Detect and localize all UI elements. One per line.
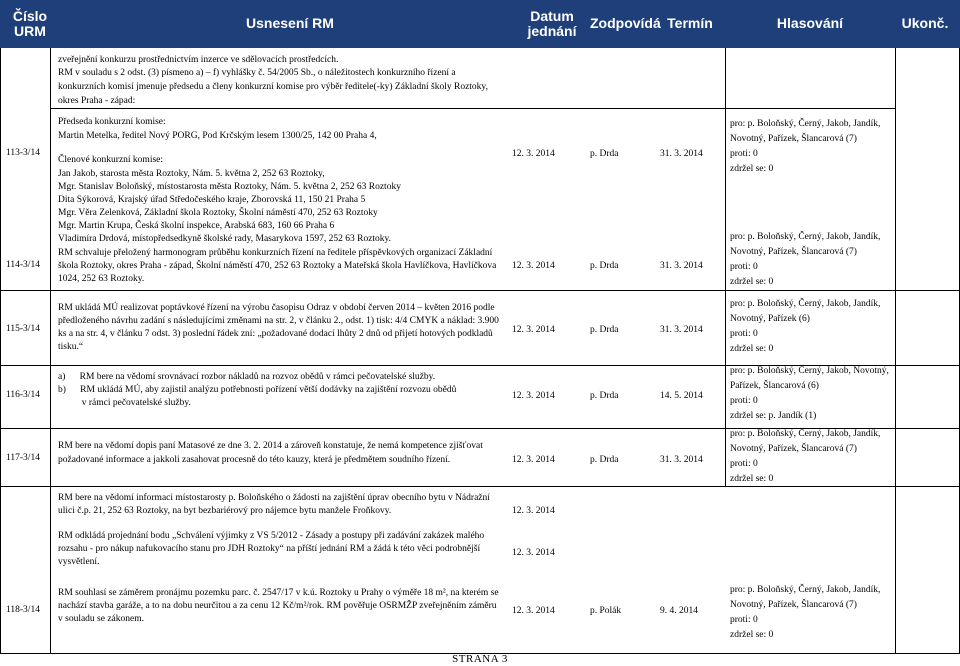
text-line: RM bere na vědomí dopis paní Matasové ze dne 3. 2. 2014 a zároveň konstatuje, že nemá kompetence zjišťovat: [58, 441, 483, 451]
text-line: ks a na str. 4, v článku 7 odst. 3) poslední řádek zní: „požadované dodací lhůty 2 dnů od přijetí hotových podkladů: [58, 329, 493, 339]
row-divider: [50, 108, 895, 109]
resolution-number: 115-3/14: [6, 324, 40, 334]
vote-line: Novotný, Pařízek, Šlancarová (7): [730, 600, 857, 610]
hlasovani: [730, 117, 880, 177]
vote-line: pro: p. Boloňský, Černý, Jakob, Jandík,: [730, 119, 881, 129]
text-line: a) RM bere na vědomí srovnávací rozbor nákladů na rozvoz obědů v rámci pečovatelské služby.: [58, 372, 436, 382]
col-divider: [50, 48, 51, 653]
text-line: nachází stavba garáže, a to na dobu neurčitou a za cenu 12 Kč/m²/rok. RM pověřuje OSRMŽP zveřejněním záměru: [58, 601, 497, 611]
resolution-number: 113-3/14: [6, 148, 40, 158]
vote-line: zdržel se: 0: [730, 474, 774, 484]
text-line: v rámci pečovatelské služby.: [58, 398, 191, 408]
vote-line: Novotný, Pařízek, Šlancarová (7): [730, 444, 857, 454]
text-line: Mgr. Věra Zelenková, Základní škola Roztoky, Školní náměstí 470, 252 63 Roztoky: [58, 208, 378, 218]
zodpovida: p. Polák: [590, 606, 622, 616]
text-line: vysvětlení.: [58, 557, 100, 567]
header-cislo: Číslo URM: [12, 8, 48, 39]
vote-line: proti: 0: [730, 149, 758, 159]
text-line: 1024, 252 63 Roztoky.: [58, 274, 145, 284]
datum-jednani: 12. 3. 2014: [512, 548, 555, 558]
text-line: Členové konkurzní komise:: [58, 155, 164, 165]
resolution-number: 116-3/14: [6, 390, 40, 400]
text-line: tisku.“: [58, 342, 84, 352]
hlasovani: [730, 230, 880, 290]
vote-line: pro: p. Boloňský, Černý, Jakob, Jandík,: [730, 232, 881, 242]
vote-line: proti: 0: [730, 459, 758, 469]
vote-line: pro: p. Boloňský, Černý, Jakob, Jandík,: [730, 429, 881, 439]
datum-jednani: 12. 3. 2014: [512, 391, 555, 401]
zodpovida: p. Drda: [590, 325, 619, 335]
vote-line: zdržel se: p. Jandík (1): [730, 411, 817, 421]
vote-line: pro: p. Boloňský, Černý, Jakob, Jandík,: [730, 299, 881, 309]
termin: 9. 4. 2014: [660, 606, 698, 616]
vote-line: proti: 0: [730, 396, 758, 406]
resolution-number: 114-3/14: [6, 260, 40, 270]
vote-line: Novotný, Pařízek, Šlancarová (7): [730, 134, 857, 144]
hlasovani: [730, 427, 880, 487]
text-line: Jan Jakob, starosta města Roztoky, Nám. 5. května 2, 252 63 Roztoky,: [58, 169, 325, 179]
termin: 31. 3. 2014: [660, 455, 703, 465]
text-line: RM souhlasí se záměrem pronájmu pozemku parc. č. 2547/17 v k.ú. Roztoky u Prahy o výměře 18 m², na kterém se: [58, 588, 499, 598]
hlasovani: [730, 583, 880, 643]
text-line: předloženého návrhu zadání s následujícími změnami na str. 2, v článku 2., odst. 1) tisk: 4/4 CMYK a náklad: 3.900: [58, 316, 499, 326]
vote-line: zdržel se: 0: [730, 630, 774, 640]
text-line: Dita Sýkorová, Krajský úřad Středočeského kraje, Zborovská 11, 150 21 Praha 5: [58, 195, 366, 205]
text-line: okres Praha - západ:: [58, 96, 136, 106]
text-line: Martin Metelka, ředitel Nový PORG, Pod Krčským lesem 1300/25, 142 00 Praha 4,: [58, 131, 377, 141]
text-line: RM ukládá MÚ realizovat poptávkové řízení na výrobu časopisu Odraz v období červen 2014 – květen 2016 podle: [58, 303, 495, 313]
vote-line: proti: 0: [730, 329, 758, 339]
text-line: RM bere na vědomí informaci místostarosty p. Boloňského o žádosti na zajištění úprav obecního bytu v Nádražní: [58, 493, 490, 503]
header-termin: Termín: [667, 15, 713, 31]
vote-line: Novotný, Pařízek, Šlancarová (7): [730, 247, 857, 257]
zodpovida: p. Drda: [590, 455, 619, 465]
hlasovani: [730, 297, 880, 357]
col-divider: [725, 48, 726, 486]
zodpovida: p. Drda: [590, 261, 619, 271]
header-ukonc: Ukonč.: [901, 15, 949, 31]
vote-line: zdržel se: 0: [730, 344, 774, 354]
text-line: RM schvaluje přeložený harmonogram průběhu konkurzních řízení na ředitele příspěvkových organizací Základní: [58, 248, 493, 258]
text-line: ulici č.p. 21, 252 63 Roztoky, na byt bezbariérový pro nájemce bytu manžele Froňkovy.: [58, 506, 392, 516]
vote-line: Pařízek, Šlancarová (6): [730, 381, 819, 391]
page-footer: STRANA 3: [452, 653, 508, 665]
resolution-number: 118-3/14: [6, 605, 40, 615]
text-line: RM odkládá projednání bodu „Schválení výjimky z VS 5/2012 - Zásady a postupy při zadávání zakázek malého: [58, 531, 485, 541]
text-line: v souladu se zákonem.: [58, 614, 145, 624]
text-line: Mgr. Martin Krupa, Česká školní inspekce, Arabská 683, 160 66 Praha 6: [58, 221, 335, 231]
vote-line: zdržel se: 0: [730, 277, 774, 287]
text-line: Vladimíra Drdová, místopředsedkyně školské rady, Masarykova 1597, 252 63 Roztoky.: [58, 234, 392, 244]
text-line: zveřejnění konkurzu prostřednictvím inzerce ve sdělovacích prostředcích.: [58, 55, 339, 65]
text-line: požadované informace a jakkoli zasahovat procesně do této kauzy, která je předmětem soudního řízení.: [58, 455, 451, 465]
vote-line: pro: p. Boloňský, Černý, Jakob, Novotný,: [730, 366, 889, 376]
datum-jednani: 12. 3. 2014: [512, 606, 555, 616]
hlasovani: [730, 364, 889, 424]
text-line: rozsahu - pro nákup nafukovacího stanu pro JDH Roztoky“ na příští jednání RM a žádá k této věci podrobnější: [58, 544, 481, 554]
vote-line: pro: p. Boloňský, Černý, Jakob, Jandík,: [730, 585, 881, 595]
datum-jednani: 12. 3. 2014: [512, 455, 555, 465]
header-datum: Datum jednání: [527, 8, 577, 39]
datum-jednani: 12. 3. 2014: [512, 261, 555, 271]
vote-line: proti: 0: [730, 262, 758, 272]
datum-jednani: 12. 3. 2014: [512, 506, 555, 516]
zodpovida: p. Drda: [590, 149, 619, 159]
termin: 31. 3. 2014: [660, 149, 703, 159]
termin: 31. 3. 2014: [660, 325, 703, 335]
text-line: Mgr. Stanislav Boloňský, místostarosta města Roztoky, Nám. 5. května 2, 252 63 Roztoky: [58, 182, 401, 192]
text-line: RM v souladu s 2 odst. (3) písmeno a) – f) vyhlášky č. 54/2005 Sb., o náležitostech konkurzního řízení a: [58, 68, 456, 78]
datum-jednani: 12. 3. 2014: [512, 325, 555, 335]
table-header: [0, 0, 960, 48]
vote-line: Novotný, Pařízek (6): [730, 314, 810, 324]
text-line: b) RM ukládá MÚ, aby zajistil analýzu potřebnosti pořízení větší dodávky na zajištění rozvozu obědů: [58, 385, 457, 395]
header-zodpovida: Zodpovídá: [590, 15, 661, 31]
resolution-number: 117-3/14: [6, 453, 40, 463]
termin: 14. 5. 2014: [660, 391, 703, 401]
vote-line: proti: 0: [730, 615, 758, 625]
col-divider: [895, 48, 896, 653]
datum-jednani: 12. 3. 2014: [512, 149, 555, 159]
text-line: škola Roztoky, okres Praha - západ, Školní náměstí 470, 252 63 Roztoky a Mateřská škola Havlíčkova, Havlíčkova: [58, 261, 497, 271]
termin: 31. 3. 2014: [660, 261, 703, 271]
header-hlasovani: Hlasování: [776, 15, 844, 31]
text-line: Předseda konkurzní komise:: [58, 117, 166, 127]
row-divider: [0, 290, 960, 291]
vote-line: zdržel se: 0: [730, 164, 774, 174]
header-usneseni: Usnesení RM: [246, 15, 334, 31]
zodpovida: p. Drda: [590, 391, 619, 401]
col-divider: [0, 48, 1, 653]
text-line: konkurzních komisí jmenuje předsedu a členy konkurzní komise pro výběr ředitele(-ky) Základní školy Roztoky,: [58, 82, 488, 92]
